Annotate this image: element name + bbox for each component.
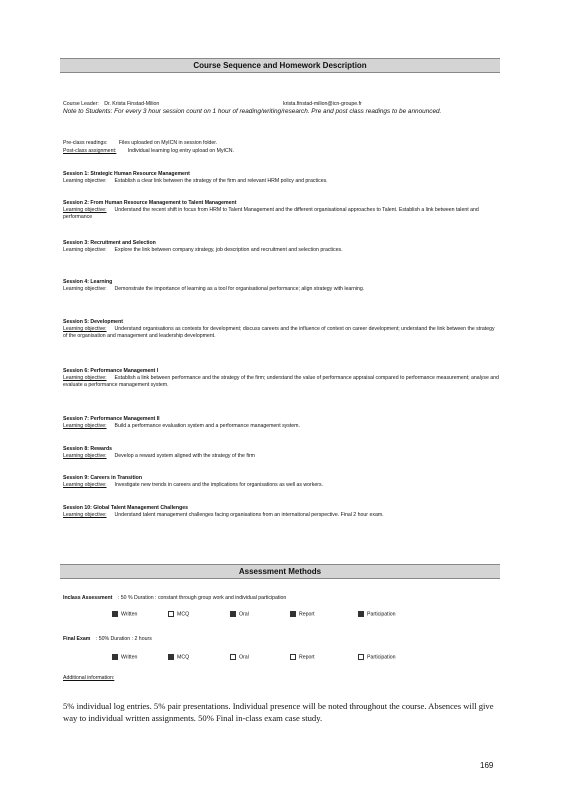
- session-7: [63, 416, 499, 430]
- session-title: Session 8: Rewards: [63, 446, 113, 452]
- session-objective: [63, 207, 499, 221]
- checkbox-icon[interactable]: [290, 654, 296, 660]
- objective-text: Investigate new trends in careers and the implications for organisations as well as workers.: [114, 482, 324, 488]
- session-title: Session 6: Performance Management I: [63, 368, 159, 374]
- course-sequence-header: Course Sequence and Homework Description: [60, 58, 500, 73]
- option-report[interactable]: [290, 654, 315, 661]
- session-objective: [63, 453, 499, 460]
- option-label: Report: [299, 611, 315, 618]
- objective-label: Learning objective:: [63, 423, 107, 429]
- option-label: Report: [299, 654, 315, 661]
- session-objective: [63, 178, 499, 185]
- additional-info-label: Additional information:: [63, 675, 115, 681]
- objective-label: Learning objective:: [63, 207, 107, 213]
- objective-text: Build a performance evaluation system and a performance management system.: [114, 423, 300, 429]
- objective-label: Learning objective:: [63, 286, 107, 292]
- session-10: [63, 505, 499, 519]
- session-objective: [63, 286, 499, 293]
- session-2: [63, 200, 499, 221]
- final-exam-label: Final Exam: [63, 636, 91, 642]
- objective-text: Establish a link between performance and the strategy of the firm; understand the value of performance appraisal compared to performance measurement; analyse and evaluate a performance management system.: [63, 375, 499, 388]
- checkbox-icon[interactable]: [112, 611, 118, 617]
- objective-label: Learning objective:: [63, 482, 107, 488]
- objective-label: Learning objective:: [63, 178, 107, 184]
- option-label: Oral: [239, 654, 249, 661]
- session-objective: [63, 375, 499, 389]
- option-label: Written: [121, 611, 138, 618]
- postclass-assignment: [63, 148, 499, 155]
- session-title: Session 7: Performance Management II: [63, 416, 160, 422]
- session-objective: [63, 326, 499, 340]
- session-objective: [63, 423, 499, 430]
- objective-label: Learning objective:: [63, 326, 107, 332]
- preclass-readings: [63, 140, 499, 147]
- option-mcq[interactable]: [168, 611, 189, 618]
- course-leader-email: krista.finstad-milion@icn-groupe.fr: [283, 101, 362, 107]
- additional-info-text: 5% individual log entries. 5% pair presentations. Individual presence will be noted throughout the course. Absences will give way to individual written assignments. 50% Final in-class exam case study.: [63, 701, 494, 723]
- objective-label: Learning objective:: [63, 247, 107, 253]
- inclass-label: Inclass Assessment: [63, 595, 113, 601]
- option-participation[interactable]: [358, 654, 396, 661]
- inclass-options: [100, 611, 440, 619]
- assessment-methods-header: Assessment Methods: [60, 564, 500, 579]
- option-label: Written: [121, 654, 138, 661]
- session-title: Session 10: Global Talent Management Challenges: [63, 505, 189, 511]
- session-9: [63, 475, 499, 489]
- checkbox-icon[interactable]: [290, 611, 296, 617]
- session-3: [63, 240, 499, 254]
- session-title: Session 9: Careers in Transition: [63, 475, 142, 481]
- session-objective: [63, 247, 499, 254]
- final-exam-options: [100, 654, 440, 662]
- option-oral[interactable]: [230, 654, 249, 661]
- page-number: 169: [480, 761, 494, 770]
- option-oral[interactable]: [230, 611, 249, 618]
- option-label: Participation: [367, 654, 396, 661]
- objective-text: Establish a clear link between the strategy of the firm and relevant HRM policy and practices.: [114, 178, 328, 184]
- preclass-label: Pre-class readings:: [63, 140, 108, 146]
- course-leader-line: [63, 101, 499, 108]
- preclass-text: Files uploaded on MyICN in session folder.: [118, 140, 218, 146]
- option-written[interactable]: [112, 654, 137, 661]
- session-title: Session 3: Recruitment and Selection: [63, 240, 156, 246]
- checkbox-icon[interactable]: [230, 654, 236, 660]
- session-objective: [63, 482, 499, 489]
- option-label: Oral: [239, 611, 249, 618]
- option-label: MCQ: [177, 611, 190, 618]
- checkbox-icon[interactable]: [168, 654, 174, 660]
- final-exam: [63, 636, 499, 643]
- option-mcq[interactable]: [168, 654, 189, 661]
- objective-text: Demonstrate the importance of learning as a tool for organisational performance; align strategy with learning.: [114, 286, 365, 292]
- inclass-details: : 50 % Duration : constant through group work and individual participation: [117, 595, 287, 601]
- objective-text: Understand talent management challenges facing organisations from an international perspective. Final 2 hour exam.: [114, 512, 384, 518]
- final-exam-details: : 50% Duration : 2 hours: [95, 636, 152, 642]
- session-4: [63, 279, 499, 293]
- checkbox-icon[interactable]: [358, 654, 364, 660]
- option-label: MCQ: [177, 654, 190, 661]
- checkbox-icon[interactable]: [358, 611, 364, 617]
- session-title: Session 2: From Human Resource Management to Talent Management: [63, 200, 237, 206]
- postclass-label: Post-class assignment:: [63, 148, 117, 154]
- session-title: Session 5: Development: [63, 319, 123, 325]
- checkbox-icon[interactable]: [168, 611, 174, 617]
- objective-text: Develop a reward system aligned with the strategy of the firm: [114, 453, 255, 459]
- checkbox-icon[interactable]: [112, 654, 118, 660]
- session-5: [63, 319, 499, 340]
- objective-text: Explore the link between company strategy, job description and recruitment and selection practices.: [114, 247, 343, 253]
- option-label: Participation: [367, 611, 396, 618]
- objective-text: Understand organisations as contexts for development; discuss careers and the influence of context on career development; understand the link between the strategy of the organisation and management and leadership development.: [63, 326, 495, 339]
- objective-label: Learning objective:: [63, 375, 107, 381]
- inclass-assessment: [63, 595, 499, 602]
- option-participation[interactable]: [358, 611, 396, 618]
- objective-label: Learning objective:: [63, 453, 107, 459]
- option-report[interactable]: [290, 611, 315, 618]
- session-6: [63, 368, 499, 389]
- checkbox-icon[interactable]: [230, 611, 236, 617]
- course-leader-name: Dr. Krista Finstad-Milion: [104, 101, 160, 107]
- session-1: [63, 171, 499, 185]
- session-title: Session 1: Strategic Human Resource Management: [63, 171, 190, 177]
- option-written[interactable]: [112, 611, 137, 618]
- session-title: Session 4: Learning: [63, 279, 113, 285]
- objective-label: Learning objective:: [63, 512, 107, 518]
- session-objective: [63, 512, 499, 519]
- objective-text: Understand the recent shift in focus from HRM to Talent Management and the different organisational approaches to Talent. Establish a link between talent and performance: [63, 207, 479, 220]
- note-to-students: Note to Students: For every 3 hour session count on 1 hour of reading/writing/research. Pre and post class readings to be announced.: [63, 108, 442, 115]
- course-leader-label: Course Leader:: [63, 101, 99, 107]
- session-8: [63, 446, 499, 460]
- postclass-text: Individual learning log entry upload on MyICN.: [127, 148, 234, 154]
